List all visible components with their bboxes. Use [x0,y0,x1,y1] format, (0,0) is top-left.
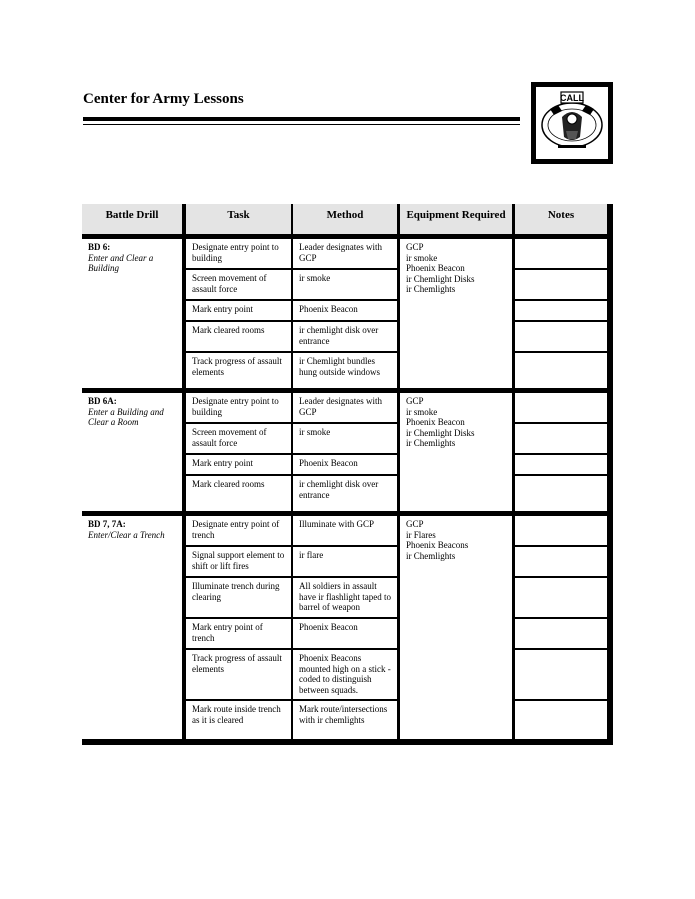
method-cell: Mark route/intersections with ir chemlights [293,701,397,739]
drill-name: Enter a Building and Clear a Room [88,406,164,427]
notes-cell[interactable] [515,322,607,351]
battle-drill-cell [82,239,182,388]
drill-name: Enter and Clear a Building [88,252,154,273]
method-cell: ir Chemlight bundles hung outside windows [293,353,397,388]
task-cell: Designate entry point to building [186,393,291,422]
equipment-item: ir Chemlight Disks [406,427,475,438]
task-cell: Signal support element to shift or lift fires [186,547,291,576]
task-cell: Illuminate trench during clearing [186,578,291,617]
column-header-task: Task [186,204,291,234]
task-cell: Mark entry point of trench [186,619,291,648]
method-cell: ir smoke [293,270,397,299]
task-cell: Screen movement of assault force [186,270,291,299]
notes-cell[interactable] [515,547,607,576]
method-cell: Leader designates with GCP [293,393,397,422]
task-cell: Mark entry point [186,301,291,320]
method-cell: ir chemlight disk over entrance [293,322,397,351]
notes-cell[interactable] [515,270,607,299]
equipment-item: ir Chemlight Disks [406,273,475,284]
notes-cell[interactable] [515,455,607,474]
equipment-cell [400,516,512,739]
method-cell: Phoenix Beacon [293,455,397,474]
task-cell: Designate entry point to building [186,239,291,268]
equipment-item: ir Flares [406,529,436,540]
task-cell: Designate entry point of trench [186,516,291,545]
method-cell: All soldiers in assault have ir flashlight taped to barrel of weapon [293,578,397,617]
equipment-item: Phoenix Beacons [406,540,469,550]
notes-cell[interactable] [515,701,607,739]
drill-id: BD 6: [88,242,111,252]
notes-cell[interactable] [515,239,607,268]
task-cell: Mark cleared rooms [186,476,291,511]
method-cell: Phoenix Beacon [293,301,397,320]
column-header-notes: Notes [515,204,607,234]
column-header-battle-drill: Battle Drill [82,204,182,234]
battle-drill-cell [82,516,182,739]
notes-cell[interactable] [515,424,607,453]
method-cell: ir chemlight disk over entrance [293,476,397,511]
notes-cell[interactable] [515,619,607,648]
header-rule-thick [83,117,520,121]
battle-drill-table [82,204,613,745]
equipment-item: GCP [406,519,424,529]
equipment-cell [400,393,512,511]
equipment-item: Phoenix Beacon [406,263,465,273]
equipment-item: Phoenix Beacon [406,417,465,427]
equipment-item: GCP [406,242,424,252]
notes-cell[interactable] [515,393,607,422]
call-logo [531,82,613,164]
method-cell: Illuminate with GCP [293,516,397,545]
notes-cell[interactable] [515,516,607,545]
page-title: Center for Army Lessons [83,91,244,107]
drill-id: BD 7, 7A: [88,519,126,529]
battle-drill-cell [82,393,182,511]
equipment-item: ir smoke [406,252,438,263]
task-cell: Screen movement of assault force [186,424,291,453]
task-cell: Mark cleared rooms [186,322,291,351]
method-cell: Phoenix Beacon [293,619,397,648]
logo-text: CALL [560,93,584,103]
task-cell: Mark entry point [186,455,291,474]
column-header-equipment: Equipment Required [400,204,512,234]
header-rule-thin [83,124,520,125]
equipment-item: ir Chemlights [406,284,456,294]
method-cell: ir flare [293,547,397,576]
method-cell: Leader designates with GCP [293,239,397,268]
equipment-item: ir Chemlights [406,550,456,561]
column-header-method: Method [293,204,397,234]
method-cell: ir smoke [293,424,397,453]
drill-id: BD 6A: [88,396,117,406]
equipment-item: GCP [406,396,424,406]
task-cell: Track progress of assault elements [186,353,291,388]
method-cell: Phoenix Beacons mounted high on a stick - coded to distinguish between squads. [293,650,397,699]
notes-cell[interactable] [515,301,607,320]
task-cell: Mark route inside trench as it is cleared [186,701,291,739]
call-emblem-icon [536,87,608,159]
notes-cell[interactable] [515,578,607,617]
task-cell: Track progress of assault elements [186,650,291,699]
notes-cell[interactable] [515,476,607,511]
notes-cell[interactable] [515,353,607,388]
equipment-cell [400,239,512,388]
notes-cell[interactable] [515,650,607,699]
equipment-item: ir smoke [406,406,438,417]
equipment-item: ir Chemlights [406,438,456,448]
drill-name: Enter/Clear a Trench [88,529,165,540]
